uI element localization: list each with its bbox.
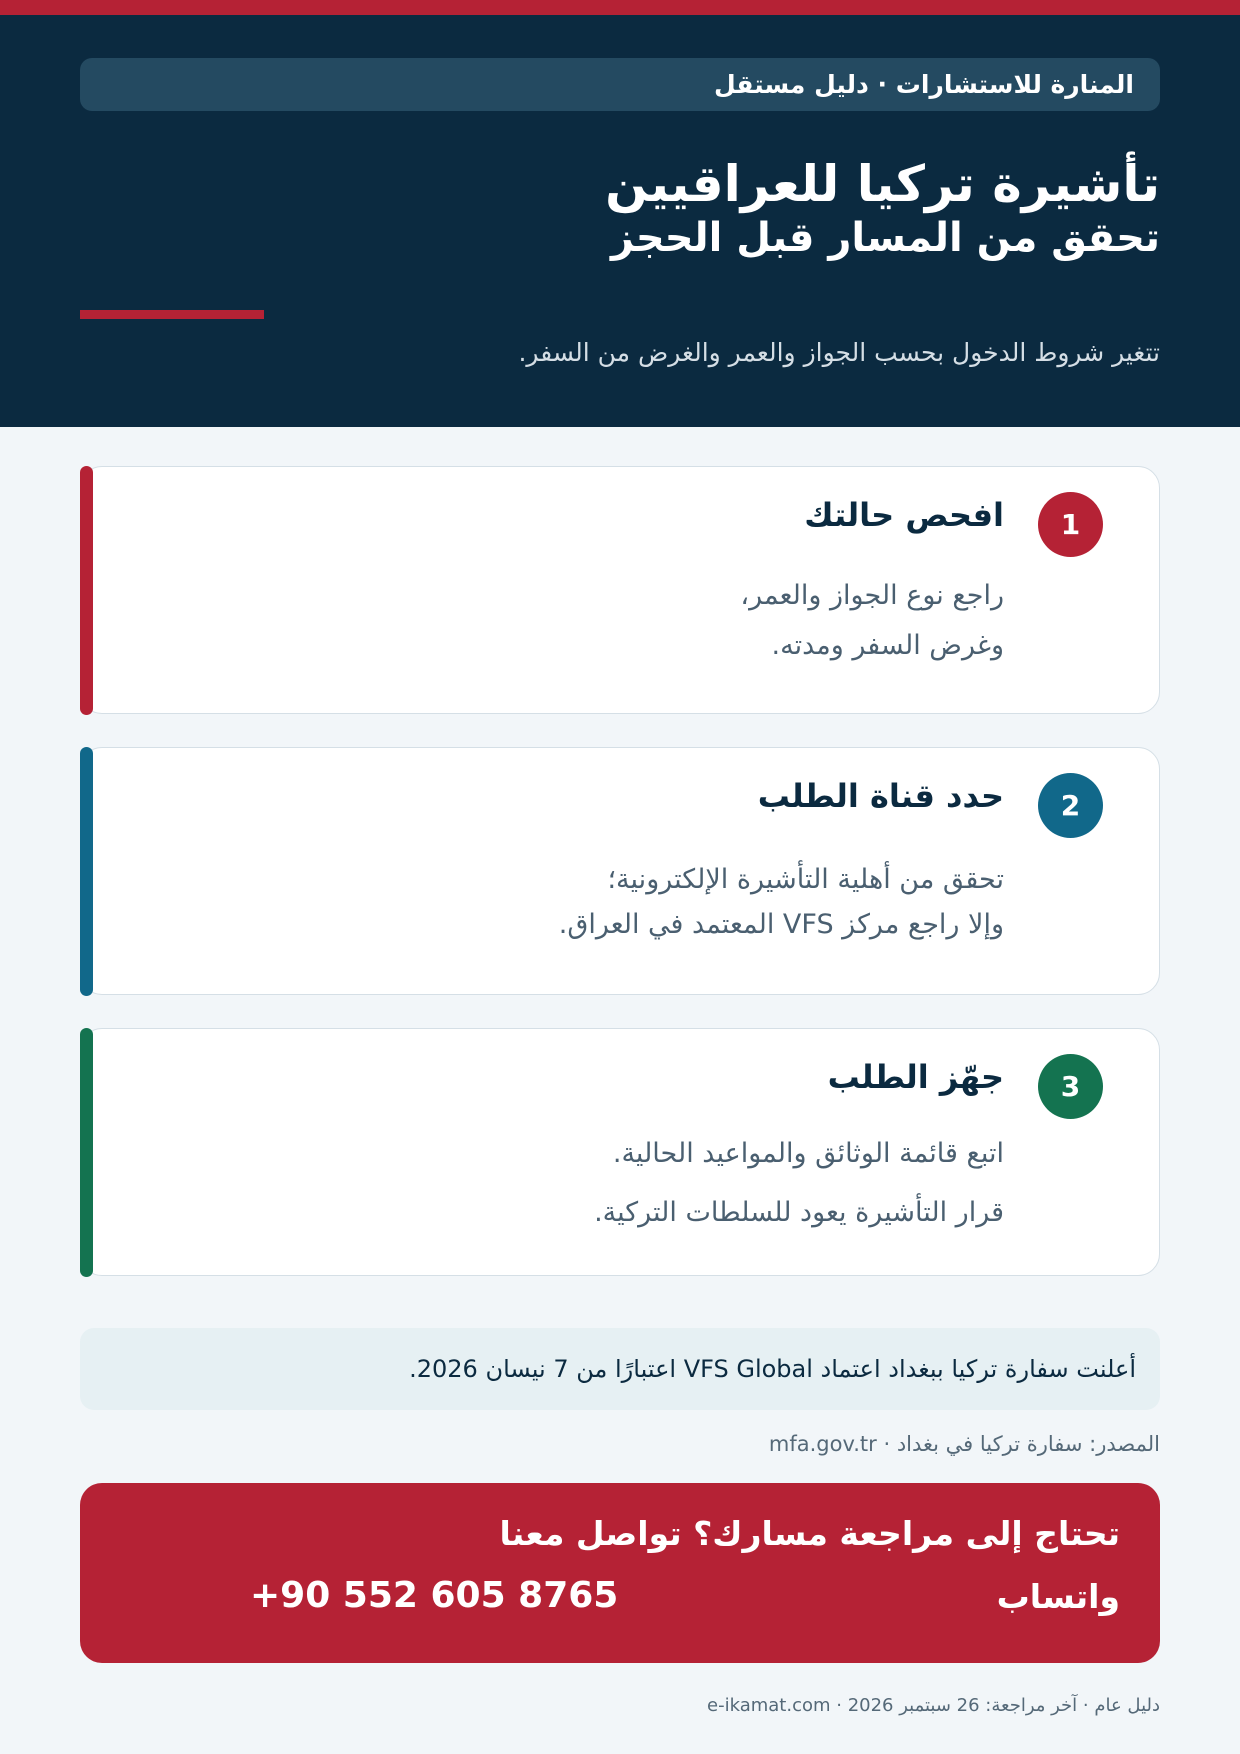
- step-card-2: [80, 747, 1160, 995]
- source-note: المصدر: سفارة تركيا في بغداد · mfa.gov.tr: [768, 1432, 1160, 1456]
- page-subtitle: تحقق من المسار قبل الحجز: [611, 215, 1160, 261]
- cta-title: تحتاج إلى مراجعة مسارك؟ تواصل معنا: [499, 1514, 1120, 1553]
- step-3-line-1: اتبع قائمة الوثائق والمواعيد الحالية.: [612, 1138, 1004, 1169]
- footer-text: دليل عام · آخر مراجعة: 26 سبتمبر 2026 · e-ikamat.com: [707, 1695, 1160, 1716]
- step-2-line-1: تحقق من أهلية التأشيرة الإلكترونية؛: [607, 864, 1004, 895]
- step-number-2: 2: [1038, 773, 1103, 838]
- page-header: [0, 15, 1240, 427]
- notice-text: أعلنت سفارة تركيا ببغداد اعتماد VFS Global اعتبارًا من 7 نيسان 2026.: [409, 1355, 1136, 1383]
- whatsapp-label: واتساب: [996, 1577, 1120, 1616]
- brand-badge: [80, 58, 1160, 111]
- lead-text: تتغير شروط الدخول بحسب الجواز والعمر والغرض من السفر.: [518, 338, 1160, 367]
- step-card-3-edge: [80, 1028, 93, 1277]
- title-accent-bar: [80, 310, 264, 319]
- step-card-2-edge: [80, 747, 93, 996]
- step-title-3: جهّز الطلب: [827, 1058, 1004, 1096]
- step-card-1-edge: [80, 466, 93, 715]
- top-accent-stripe: [0, 0, 1240, 15]
- whatsapp-phone-number[interactable]: +90 552 605 8765: [250, 1575, 619, 1616]
- step-3-line-2: قرار التأشيرة يعود للسلطات التركية.: [594, 1197, 1004, 1228]
- step-number-1: 1: [1038, 492, 1103, 557]
- notice-box: [80, 1328, 1160, 1410]
- step-2-line-2: وإلا راجع مركز VFS المعتمد في العراق.: [558, 909, 1004, 940]
- contact-cta-box: [80, 1483, 1160, 1663]
- brand-text: المنارة للاستشارات · دليل مستقل: [713, 70, 1134, 99]
- step-number-3: 3: [1038, 1054, 1103, 1119]
- step-title-1: افحص حالتك: [804, 496, 1004, 534]
- step-title-2: حدد قناة الطلب: [757, 777, 1004, 815]
- step-card-3: [80, 1028, 1160, 1276]
- step-card-1: [80, 466, 1160, 714]
- step-1-line-2: وغرض السفر ومدته.: [771, 630, 1004, 661]
- step-1-line-1: راجع نوع الجواز والعمر،: [740, 580, 1004, 611]
- page-title: تأشيرة تركيا للعراقيين: [605, 155, 1160, 213]
